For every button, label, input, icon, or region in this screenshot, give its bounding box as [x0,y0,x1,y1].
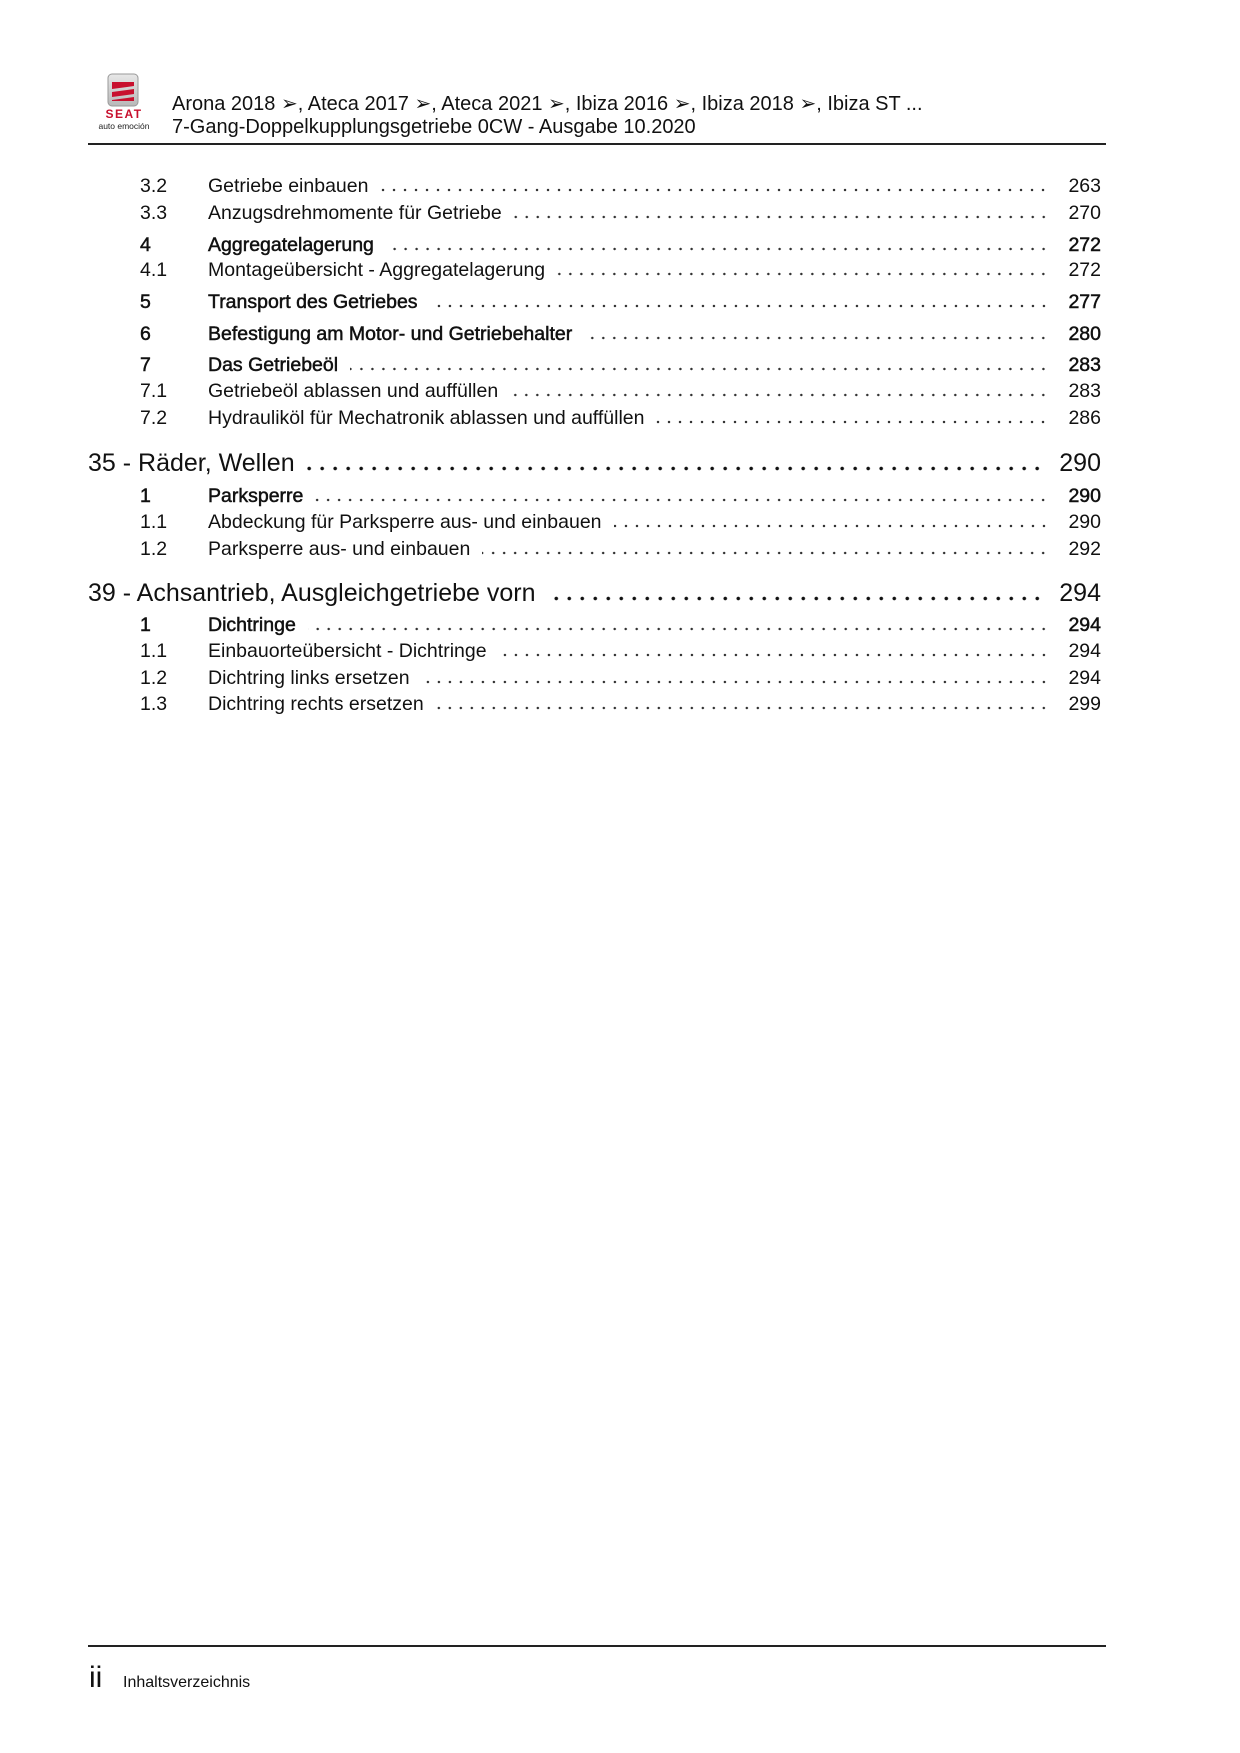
toc-page: 270 [1068,202,1101,224]
toc-title: Aggregatelagerung [208,234,374,256]
toc-chapter[interactable] [88,449,1101,478]
toc-number: 3.2 [140,175,168,197]
toc-number: 4.1 [140,259,168,281]
dot-leader [386,247,1049,251]
toc-number: 7 [140,354,151,376]
header-models: Arona 2018 ➢, Ateca 2017 ➢, Ateca 2021 ➢, Ibiza 2016 ➢, Ibiza 2018 ➢, Ibiza ST ... [172,93,923,115]
dot-leader [350,367,1049,371]
toc-number: 4 [140,234,151,256]
toc-entry[interactable] [88,234,1101,257]
toc-entry[interactable] [88,485,1101,508]
toc-title: Parksperre [208,485,304,507]
toc-title: Befestigung am Motor- und Getriebehalter [208,323,573,345]
dot-leader [380,188,1049,192]
toc-entry[interactable] [88,354,1101,377]
toc-number: 3.3 [140,202,168,224]
toc-page: 294 [1068,614,1101,636]
toc-number: 1.2 [140,538,168,560]
toc-number: 1.1 [140,640,168,662]
toc-entry[interactable] [88,259,1101,282]
toc-entry[interactable] [88,667,1101,690]
dot-leader [436,706,1049,710]
dot-leader [482,551,1049,555]
toc-title: Dichtring rechts ersetzen [208,693,424,715]
toc-entry[interactable] [88,291,1101,314]
toc-title: Hydrauliköl für Mechatronik ablassen und auffüllen [208,407,645,429]
toc-entry[interactable] [88,511,1101,534]
toc-title: Das Getriebeöl [208,354,339,376]
dot-leader [514,215,1049,219]
header-rule [88,143,1106,145]
toc-number: 5 [140,291,151,313]
toc-page: 290 [1068,485,1101,507]
dot-leader [499,653,1049,657]
toc-page: 286 [1068,407,1101,429]
toc-entry[interactable] [88,640,1101,663]
toc-entry[interactable] [88,323,1101,346]
dot-leader [557,272,1049,276]
toc-entry[interactable] [88,175,1101,198]
dot-leader [510,393,1049,397]
toc-title: 39 - Achsantrieb, Ausgleichgetriebe vorn [88,579,536,607]
footer-rule [88,1645,1106,1647]
toc-page: 272 [1068,259,1101,281]
toc-page: 290 [1068,511,1101,533]
toc-page: 263 [1068,175,1101,197]
seat-logo [88,72,164,132]
toc-entry[interactable] [88,202,1101,225]
header-subtitle: 7-Gang-Doppelkupplungsgetriebe 0CW - Ausgabe 10.2020 [172,116,696,138]
toc-entry[interactable] [88,538,1101,561]
toc-title: Abdeckung für Parksperre aus- und einbauen [208,511,602,533]
toc-number: 7.1 [140,380,168,402]
toc-title: 35 - Räder, Wellen [88,449,295,477]
toc-entry[interactable] [88,693,1101,716]
dot-leader [656,420,1049,424]
footer-section: Inhaltsverzeichnis [123,1674,251,1691]
dot-leader [315,498,1049,502]
toc-title: Getriebeöl ablassen und auffüllen [208,380,499,402]
toc-number: 1 [140,485,151,507]
toc-title: Parksperre aus- und einbauen [208,538,471,560]
toc-number: 7.2 [140,407,168,429]
toc-page: 294 [1068,640,1101,662]
toc-title: Dichtring links ersetzen [208,667,410,689]
toc-title: Getriebe einbauen [208,175,369,197]
toc-title: Anzugsdrehmomente für Getriebe [208,202,502,224]
toc-title: Dichtringe [208,614,296,636]
footer-page-number: ii [89,1661,103,1694]
toc-title: Montageübersicht - Aggregatelagerung [208,259,546,281]
toc-entry[interactable] [88,380,1101,403]
toc-page: 272 [1068,234,1101,256]
dot-leader [548,596,1044,601]
toc-page: 294 [1059,579,1101,607]
toc-title: Transport des Getriebes [208,291,418,313]
toc-number: 1.2 [140,667,168,689]
toc-title: Einbauorteübersicht - Dichtringe [208,640,487,662]
toc-number: 1.3 [140,693,168,715]
toc-chapter[interactable] [88,579,1101,608]
toc-page: 283 [1068,354,1101,376]
toc-entry[interactable] [88,614,1101,637]
toc-page: 277 [1068,291,1101,313]
toc-page: 292 [1068,538,1101,560]
dot-leader [308,627,1049,631]
toc-page: 283 [1068,380,1101,402]
toc-number: 1.1 [140,511,168,533]
toc-entry[interactable] [88,407,1101,430]
dot-leader [584,336,1049,340]
toc-page: 290 [1059,449,1101,477]
toc-page: 299 [1068,693,1101,715]
svg-text:SEAT: SEAT [105,107,143,121]
svg-text:auto emoción: auto emoción [98,121,150,131]
dot-leader [422,680,1049,684]
dot-leader [430,304,1049,308]
dot-leader [614,524,1049,528]
dot-leader [307,466,1044,471]
toc-page: 294 [1068,667,1101,689]
toc-number: 6 [140,323,151,345]
toc-number: 1 [140,614,151,636]
toc-page: 280 [1068,323,1101,345]
